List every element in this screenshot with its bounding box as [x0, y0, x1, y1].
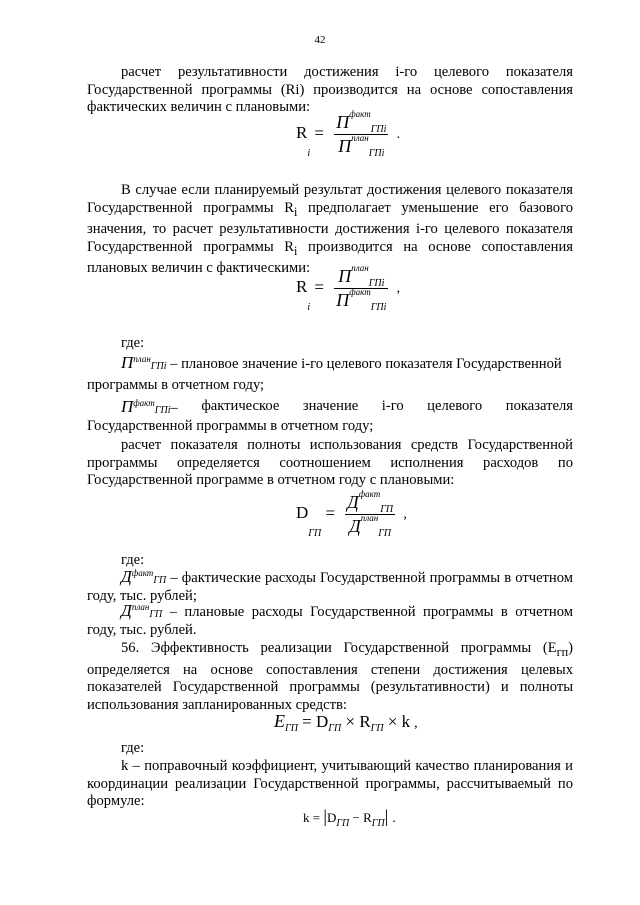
fraction — [345, 489, 395, 539]
formula-lhs: DГП — [296, 503, 322, 539]
page-number: 42 — [314, 34, 326, 46]
formula-ri-plan-fact — [296, 263, 401, 313]
numerator: $Д^{факт}ГП$ — [347, 489, 394, 515]
formula-egp: EГП = DГП × RГП × k , — [274, 711, 418, 734]
definition-plan-value: $П^{план}ГПi$ – плановое значение i-го целевого показателя Государственной — [121, 353, 562, 372]
definition-k-coefficient: k – поправочный коэффициент, учитывающий качество планирования и координации реализации Государственной программы, рассчитываемый по формуле: — [87, 758, 573, 810]
definition-fact-expenses: $Д^{факт}ГП$ – фактические расходы Государственной программы в отчетном году, тыс. рублей; — [87, 567, 573, 604]
equals-sign: = — [314, 277, 324, 297]
fraction — [334, 109, 388, 159]
numerator: $П^{факт}ГПi$ — [336, 109, 387, 135]
formula-dgp — [296, 489, 407, 539]
definition-plan-value-cont: программы в отчетном году; — [87, 377, 265, 393]
formula-punctuation: . — [396, 127, 401, 143]
denominator: $Д^{план}ГП$ — [349, 513, 392, 539]
definition-fact-value-cont: Государственной программы в отчетном году; — [87, 418, 374, 434]
formula-lhs: Ri — [296, 123, 311, 159]
formula-lhs: Ri — [296, 277, 311, 313]
definition-fact-value: $П^{факт}ГПi-$ фактическое значение i-го целевого показателя — [121, 397, 573, 416]
where-label: где: — [121, 740, 145, 756]
equals-sign: = — [314, 123, 324, 143]
formula-punctuation: , — [396, 281, 401, 297]
formula-ri-fact-plan — [296, 109, 401, 159]
fraction — [334, 263, 388, 313]
denominator: $П^{факт}ГПi$ — [336, 287, 387, 313]
paragraph-funds-usage: расчет показателя полноты использования средств Государственной программы определяется соотношением исполнения расходов по Государственной программе в отчетном году с плановыми: — [87, 437, 573, 489]
formula-k: k = |DГП − RГП| . — [303, 806, 396, 829]
paragraph-ri-reduction: В случае если планируемый результат достижения целевого показателя Государственной программы $R_i$ предполагает уменьшение его базового значения, то расчет результативности достижения i-го целевого показателя Государственной программы $R_i$ производится на основе сопоставления плановых величин с фактическими: — [87, 182, 573, 277]
numerator: $П^{план}ГПi$ — [334, 266, 388, 289]
where-label: где: — [121, 552, 145, 568]
definition-plan-expenses: $Д^{план}ГП$ – плановые расходы Государственной программы в отчетном году, тыс. рублей. — [87, 601, 573, 638]
denominator: $П^{план}ГПi$ — [338, 133, 385, 159]
paragraph-56-efficiency: 56. Эффективность реализации Государственной программы $(E_{гп})$ определяется на основе сопоставления степени достижения целевых показателей Государственной программы (результативности) и полноты использования запланированных средств: — [87, 640, 573, 713]
paragraph-ri-calculation: расчет результативности достижения i-го целевого показателя Государственной программы (Ri) производится на основе сопоставления фактических величин с плановыми: — [87, 64, 573, 116]
formula-punctuation: , — [403, 507, 407, 523]
equals-sign: = — [325, 503, 336, 523]
where-label: где: — [121, 335, 145, 351]
